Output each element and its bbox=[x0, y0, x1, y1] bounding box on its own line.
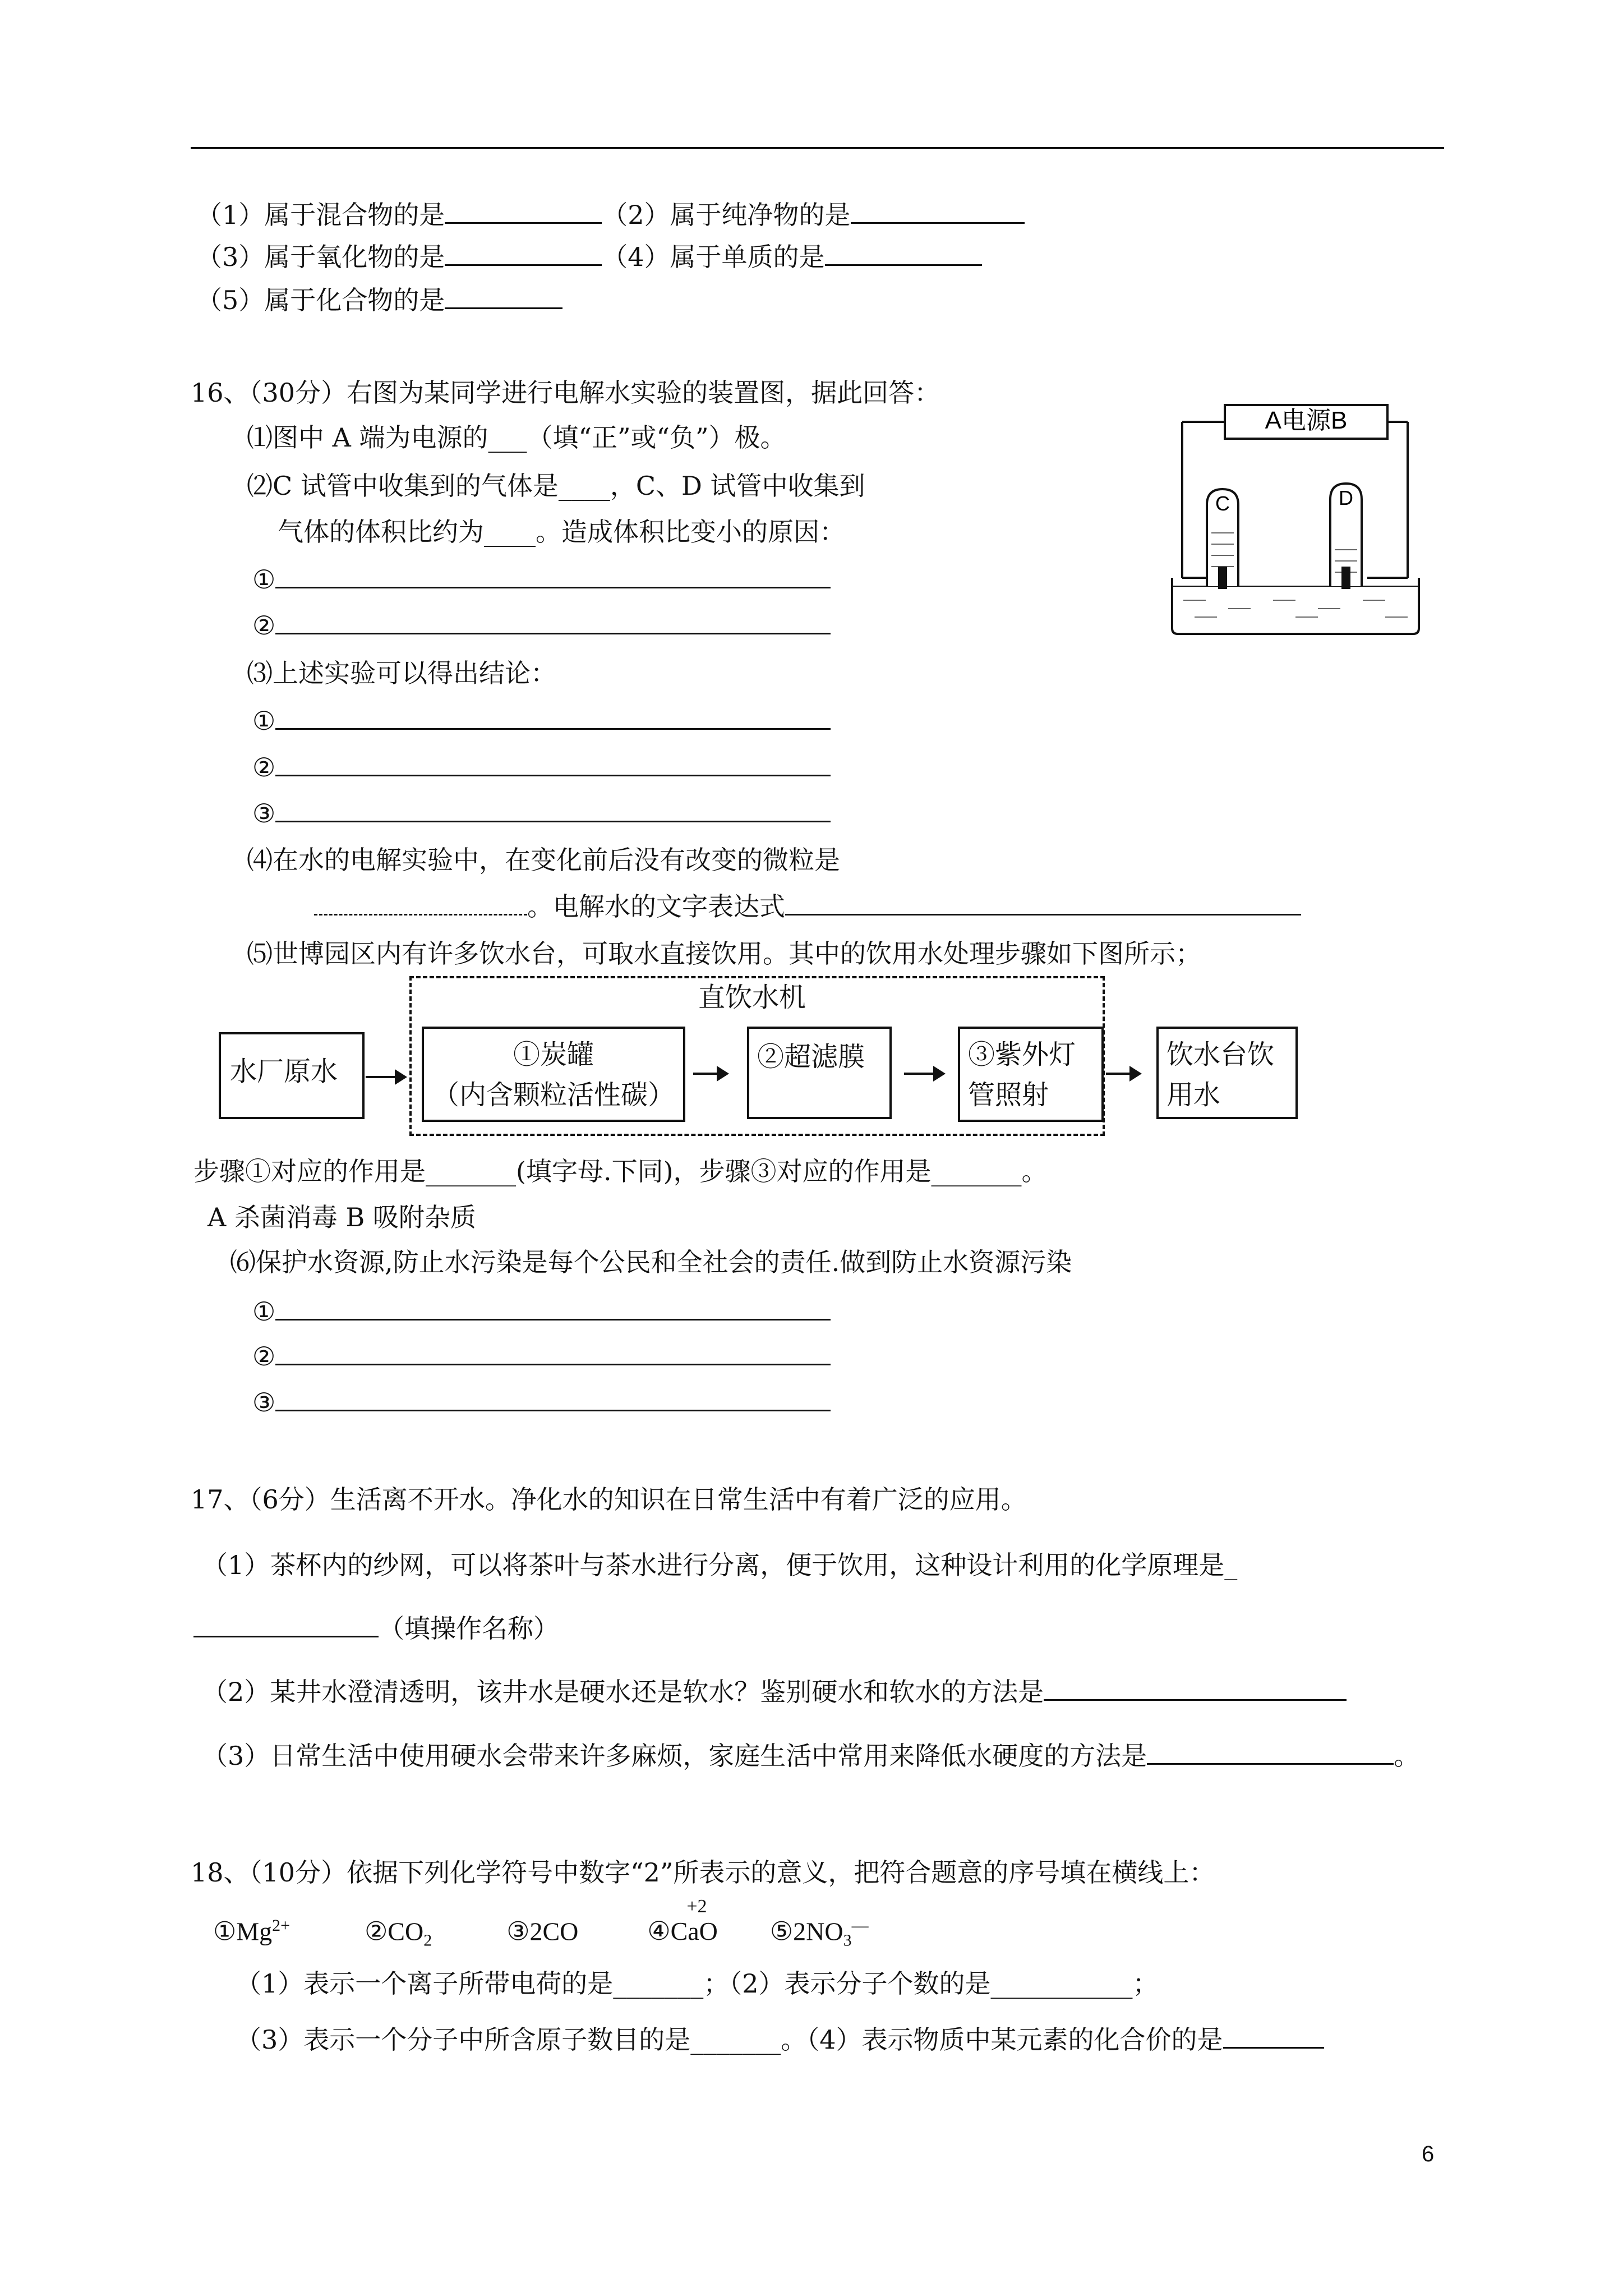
q16-step-line: 步骤①对应的作用是_______(填字母.下同)，步骤③对应的作用是_______。 bbox=[193, 1156, 1048, 1186]
page-number: 6 bbox=[1422, 2142, 1435, 2166]
q16-part2a: ⑵C 试管中收集到的气体是____，C、D 试管中收集到 bbox=[247, 471, 865, 501]
q16-options: A 杀菌消毒 B 吸附杂质 bbox=[208, 1202, 476, 1232]
drinking-water-box: 饮水台饮 用水 bbox=[1156, 1027, 1298, 1119]
electrolysis-apparatus bbox=[1161, 393, 1430, 639]
q16-blank-2-1: ① bbox=[252, 564, 831, 595]
q16-part5: ⑸世博园区内有许多饮水台，可取水直接饮用。其中的饮用水处理步骤如下图所示； bbox=[247, 938, 1201, 969]
q16-blank-3-1: ① bbox=[252, 705, 831, 737]
header-rule bbox=[191, 147, 1444, 149]
tube-c-label: C bbox=[1215, 492, 1230, 515]
q16-part4b: 。电解水的文字表达式 bbox=[314, 891, 1301, 922]
carbon-tank-box: ①炭罐 （内含颗粒活性碳） bbox=[422, 1027, 685, 1122]
q17-line2: （2）某井水澄清透明，该井水是硬水还是软水？鉴别硬水和软水的方法是 bbox=[202, 1676, 1347, 1708]
q17-line1b: （填操作名称） bbox=[193, 1613, 559, 1644]
power-source-label: A电源B bbox=[1265, 407, 1348, 434]
q18-title: 18、（10分）依据下列化学符号中数字“2”所表示的意义，把符合题意的序号填在横线上： bbox=[191, 1857, 1215, 1888]
q18-line2: （3）表示一个分子中所含原子数目的是_______。（4）表示物质中某元素的化合价的是 bbox=[236, 2024, 1324, 2055]
water-machine-label: 直饮水机 bbox=[698, 982, 806, 1013]
q16-blank-6-1: ① bbox=[252, 1296, 831, 1327]
q16-part2b: 气体的体积比约为____。造成体积比变小的原因： bbox=[278, 517, 845, 547]
q16-part3: ⑶上述实验可以得出结论： bbox=[247, 658, 556, 688]
q16-part1: ⑴图中 A 端为电源的___（填“正”或“负”）极。 bbox=[247, 422, 786, 453]
q17-title: 17、（6分）生活离不开水。净化水的知识在日常生活中有着广泛的应用。 bbox=[191, 1484, 1027, 1515]
q15-line3: （5）属于化合物的是 bbox=[196, 284, 562, 316]
q16-blank-6-3: ③ bbox=[252, 1387, 831, 1418]
ultrafiltration-box: ②超滤膜 bbox=[747, 1027, 892, 1119]
q17-line3: （3）日常生活中使用硬水会带来许多麻烦，家庭生活中常用来降低水硬度的方法是 。 bbox=[202, 1741, 1420, 1771]
arrow-4 bbox=[1106, 1073, 1140, 1075]
q16-part6: ⑹保护水资源,防止水污染是每个公民和全社会的责任.做到防止水资源污染 bbox=[230, 1247, 1072, 1277]
uv-lamp-box: ③紫外灯 管照射 bbox=[958, 1027, 1104, 1122]
q15-line2: （3）属于氧化物的是 （4）属于单质的是 bbox=[196, 241, 982, 273]
tube-d-label: D bbox=[1339, 486, 1353, 509]
q16-blank-6-2: ② bbox=[252, 1341, 831, 1372]
q16-blank-3-2: ② bbox=[252, 752, 831, 783]
q18-symbols: $①Mg^{2+}$ $②CO_2$ ③2CO ④CaO +2 $⑤2NO_3^—$ bbox=[213, 1896, 869, 1950]
q16-title: 16、（30分）右图为某同学进行电解水实验的装置图，据此回答： bbox=[191, 378, 940, 408]
q15-line1: （1）属于混合物的是 （2）属于纯净物的是 bbox=[196, 199, 1025, 231]
q16-blank-2-2: ② bbox=[252, 610, 831, 641]
q16-part4a: ⑷在水的电解实验中，在变化前后没有改变的微粒是 bbox=[247, 845, 840, 875]
arrow-3 bbox=[904, 1073, 943, 1075]
q18-line1: （1）表示一个离子所带电荷的是_______；（2）表示分子个数的是___________； bbox=[236, 1968, 1159, 1999]
q16-blank-3-3: ③ bbox=[252, 798, 831, 829]
q17-line1: （1）茶杯内的纱网，可以将茶叶与茶水进行分离，便于饮用，这种设计利用的化学原理是_ bbox=[202, 1550, 1238, 1580]
arrow-2 bbox=[693, 1073, 727, 1075]
raw-water-box: 水厂原水 bbox=[219, 1032, 365, 1119]
arrow-1 bbox=[366, 1076, 405, 1078]
